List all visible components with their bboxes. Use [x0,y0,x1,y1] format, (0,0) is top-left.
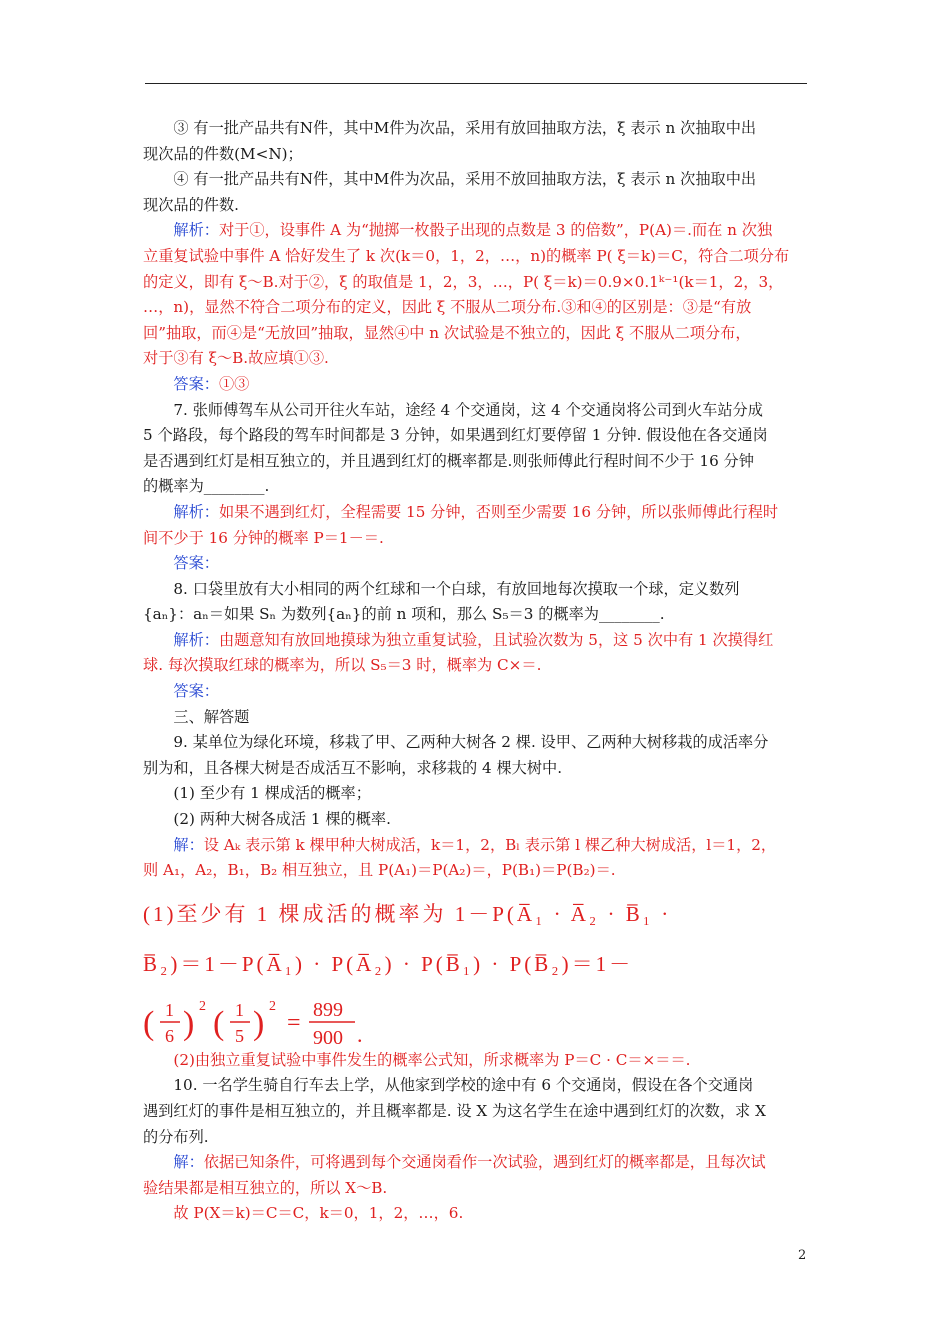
frac1-num: 1 [165,999,174,1020]
q7-solution-line2: 间不少于 16 分钟的概率 P＝1－＝. [143,528,384,547]
q6-solution-line3: 的定义，即有 ξ～B.对于②，ξ 的取值是 1，2，3，…，P( ξ＝k)＝0.9×0.1ᵏ⁻¹(k＝1，2，3， [143,272,784,291]
q7-solution-text1: 如果不遇到红灯，全程需要 15 分钟，否则至少需要 16 分钟，所以张师傅此行程时 [218,502,779,521]
q9-fraction-expression [143,996,443,1052]
q8-line2: {aₙ}：aₙ＝如果 Sₙ 为数列{aₙ}的前 n 项和，那么 S₅＝3 的概率为________. [143,605,665,624]
q10-solution-label: 解： [173,1153,204,1172]
q10-line3: 的分布列. [143,1127,209,1146]
q10-line2: 遇到红灯的事件是相互独立的，并且概率都是. 设 X 为这名学生在途中遇到红灯的次数，求 X [143,1102,766,1120]
q9-solution-line2: 则 A₁，A₂，B₁，B₂ 相互独立，且 P(A₁)＝P(A₂)＝，P(B₁)＝P(B₂)＝. [143,861,616,880]
q8-answer-label: 答案： [173,682,219,701]
frac2-num: 1 [235,999,244,1020]
q7-line4: 的概率为________. [143,477,270,496]
q9-formula-line1: (1)至少有 1 棵成活的概率为 1－P(A̅₁ · A̅₂ · B̅₁ · [143,901,672,926]
q6-solution-text1: 对于①，设事件 A 为“抛掷一枚骰子出现的点数是 3 的倍数”，P(A)＝.而在 n 次独 [218,221,773,240]
q10-solution-line3: 故 P(X＝k)＝C＝C，k＝0，1，2，…，6. [173,1204,464,1223]
q6-solution-line4: …，n)，显然不符合二项分布的定义，因此 ξ 不服从二项分布.③和④的区别是：③是“有放 [143,298,752,317]
paren-close-2: ) [253,1004,265,1042]
q10-solution-text1: 依据已知条件，可将遇到每个交通岗看作一次试验，遇到红灯的概率都是，且每次试 [203,1153,766,1172]
exp2: 2 [269,998,276,1014]
header-rule [145,83,807,84]
q9-formula-line2: B̅₂)＝1－P(A̅₁) · P(A̅₂) · P(B̅₁) · P(B̅₂)＝1－ [143,951,634,976]
page-number: 2 [798,1248,807,1263]
q7-solution-line1 [143,500,809,526]
q6-answer-value: ①③ [218,374,250,393]
exp1: 2 [199,998,206,1014]
q6-answer-label: 答案： [173,374,219,393]
paren-open-2: ( [213,1004,225,1042]
q9-line1: 9. 某单位为绿化环境，移栽了甲、乙两种大树各 2 棵. 设甲、乙两种大树移栽的成活率分 [173,733,769,752]
q9-solution-part2: (2)由独立重复试验中事件发生的概率公式知，所求概率为 P＝C · C＝×＝＝. [173,1050,691,1069]
q9-line2: 别为和，且各棵大树是否成活互不影响，求移栽的 4 棵大树中. [143,758,563,777]
q9-solution-label: 解： [173,835,204,854]
q9-solution-line1 [143,833,809,859]
q6-solution-line5: 回”抽取，而④是“无放回”抽取，显然④中 n 次试验是不独立的，因此 ξ 不服从二项分布， [143,323,751,342]
q7-solution-label: 解析： [173,502,219,521]
q6-item4-line1: ④ 有一批产品共有N件，其中M件为次品，采用不放回抽取方法，ξ 表示 n 次抽取中出 [173,170,757,189]
q9-part2: (2) 两种大树各成活 1 棵的概率. [173,810,391,829]
q8-solution-line2: 球. 每次摸取红球的概率为，所以 S₅＝3 时，概率为 C×＝. [143,656,542,675]
q9-formula-line3 [143,996,809,1048]
q7-answer [143,551,809,577]
q7-line1: 7. 张师傅驾车从公司开往火车站，途经 4 个交通岗，这 4 个交通岗将公司到火车站分成 [173,400,763,419]
q6-solution-label: 解析： [173,221,219,240]
frac1-den: 6 [165,1025,174,1046]
q8-solution-text1: 由题意知有放回地摸球为独立重复试验，且试验次数为 5，这 5 次中有 1 次摸得红 [218,630,774,649]
q6-answer [143,372,809,398]
q7-line3: 是否遇到红灯是相互独立的，并且遇到红灯的概率都是.则张师傅此行程时间不少于 16 分钟 [143,451,754,470]
q6-item3-line2: 现次品的件数(M<N)； [143,144,303,163]
result-den: 900 [313,1026,343,1049]
q6-item4-line2: 现次品的件数. [143,195,239,214]
frac2-den: 5 [235,1025,244,1046]
period: . [357,1021,363,1047]
q6-solution-line2: 立重复试验中事件 A 恰好发生了 k 次(k＝0，1，2，…，n)的概率 P( ξ＝k)＝C，符合二项分布 [143,246,790,265]
q8-line1: 8. 口袋里放有大小相同的两个红球和一个白球，有放回地每次摸取一个球，定义数列 [173,579,740,598]
q8-solution-label: 解析： [173,630,219,649]
q10-solution-line2: 验结果都是相互独立的，所以 X～B. [143,1178,388,1197]
section-heading: 三、解答题 [173,707,250,726]
q10-solution-line1 [143,1150,809,1176]
q7-line2: 5 个路段，每个路段的驾车时间都是 3 分钟，如果遇到红灯要停留 1 分钟. 假设他在各交通岗 [143,426,768,445]
q8-answer [143,679,809,705]
q8-solution-line1 [143,628,809,654]
paren-open-1: ( [143,1004,155,1042]
equals-sign: = [287,1009,301,1036]
paren-close-1: ) [183,1004,195,1042]
result-num: 899 [313,998,343,1021]
q9-part1: (1) 至少有 1 棵成活的概率； [173,784,371,803]
q9-solution-text1: 设 Aₖ 表示第 k 棵甲种大树成活，k＝1，2，Bₗ 表示第 l 棵乙种大树成活，l＝1，2， [203,835,777,854]
q6-item3-line1: ③ 有一批产品共有N件，其中M件为次品，采用有放回抽取方法，ξ 表示 n 次抽取中出 [173,119,757,137]
q6-solution-line6: 对于③有 ξ～B.故应填①③. [143,349,329,368]
page-body [143,116,809,1227]
q7-answer-label: 答案： [173,554,219,573]
q10-line1: 10. 一名学生骑自行车去上学，从他家到学校的途中有 6 个交通岗，假设在各个交通岗 [173,1076,754,1095]
q6-solution-line1 [143,218,809,244]
